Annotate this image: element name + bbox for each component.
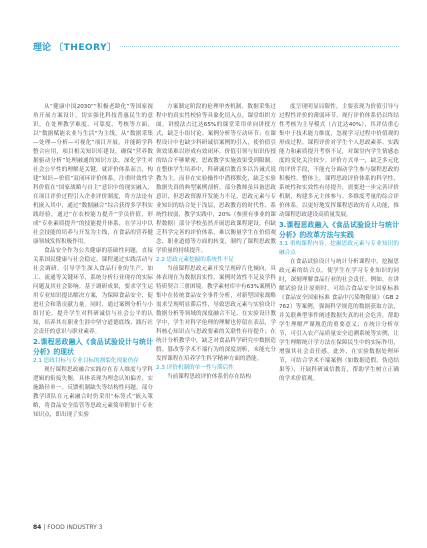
subsection-heading: 3.1 重构课程内容，挖掘思政元素与专业知识的融合点	[279, 241, 399, 256]
paragraph: 食品安全作为公共健康的基础性问题，直接关系国民健康与社会稳定。课程通过实践活动与社会调研，引导学生深入食品行业的生产、加工、流通等关键环节，系统分析行业现存的实际问题及其社会影响。基于调研成果，要求学生运用专业知识提出解决方案，为保障食品安全、促进社会和谐贡献力量。同时，通过案例分析与小组讨论，提升学生对科研诚信与社会公平的认知，培养其在职业生涯中坚守道德底线、践行社会责任的意识与职业素养。	[33, 248, 153, 335]
subsection-heading: 2.1 思政目标与专业目标的割裂化现象仍存	[33, 358, 139, 364]
page-number: 84	[33, 524, 42, 531]
text-column-2	[156, 103, 276, 382]
section-label	[33, 40, 117, 53]
paragraph: 度呈现明显局限性，主要表现为价值引导与过程性评价的薄弱环节，现行评价体系仍以终结性考核为主导模式（占比达40%），其评估重心集中于技术能力维度，忽视学习过程中价值观的形成过程。课程评价对学生个人思政素养、实践能力和素质提升考察不足，对课堂内学生情感态度的变化关注较少。评价方式单一，缺乏多元化的评价手段，不能充分调动学生参与课程思政的积极性。整体上，课程思政评价体系的科学性、系统性和实效性有待提升，需要进一步完善评价机制，构建多元主体参与、多维度考量的综合评价体系，以更好地发挥课程思政的育人功能，推动课程思政建设高质量发展。	[279, 104, 399, 218]
footer-separator: |	[43, 524, 48, 531]
paragraph: 方案制定阶段的伦理审查机制、数据采集过程中的真实性校验等具象化切入点。课堂组织方面，讲授法占比达65%的课堂采用单向讲授方式，缺乏小组讨论、案例分析等互动环节；在课程设计中也缺少科研诚信案例的引入，使价值引领效果难以形成有效闭环。价值引领与知识传授的结合不够紧密，思政教学实施效果受到限制。在整体学生培养中，科研诚信教育多以告诫式说教为主，而非在实验操作中潜移默化，缺乏实验数据失真的典型案例剖析。部分教师虽具备思政意识，但思政资源开发能力不足，思政元素与专业知识的结合处于浅层，思政教育的时代性、系统性较弱，教学实践中，20%（参照有事业的课程数据）部分学校虽然开展思政课程建设，但缺乏科学完善的评价体系，难以衡量学生在价值观念、职业道德等方面的转变，制约了课程思政教学质量的持续提升。	[156, 104, 276, 254]
text-column-1	[33, 103, 153, 420]
subsection-heading: 2.3 评价机制的单一性与滞后性	[156, 365, 234, 371]
section-heading: 3.课程思政融入《食品试验设计与统计分析》的改革方法与实践	[279, 221, 399, 239]
section-title-en: 〔THEORY〕	[54, 43, 117, 53]
page-footer	[33, 524, 103, 531]
section-title-cn: 理论	[33, 43, 52, 53]
section-heading: 2.课程思政融入《食品试验设计与统计分析》的现状	[33, 338, 153, 356]
paragraph: 当前课程思政元素开发呈现碎片化倾向，具体表现在为数据真实性、案例时效性不足及学科特质契合三重困境。教学素材库中有63%案例仍集中在传统食品安全事件分析，对新型国家战略需求呈现明显滞后性，导致思政元素与实验设计数据分析等领域的深度融合不足。在实验设计教学中，学生对科学伦理的理解也停留在表层，学科核心知识点与思政要素的关联性有待提升；在统计分析教学中，缺乏对食品科学研究中数据造假、篡改等学术不端行为的深度剖析，未能充分发挥课程在培养学生科学精神方面的潜能。	[156, 266, 276, 362]
header-divider	[120, 46, 399, 47]
journal-name: FOOD INDUSTRY	[47, 524, 97, 531]
issue-number: 3	[98, 524, 103, 531]
text-column-3	[279, 103, 399, 384]
paragraph: 在食品试验设计与统计分析课程中，挖掘思政元素的结合点，使学生在学习专业知识的同时，深刻理解食品行业的社会责任。例如，在讲解试验设计原则时，可结合食品安全国家标准《食品安全国家标准 食品中污染物限量》（GB 2762）等案例，强调科学规范的数据获取方法，并关联典型事件阐述数据失真的社会危害，帮助学生理解严谨规范的重要意义；在统计分析章节，可引入农产品质量安全追溯系统等实例，让学生理解统计学方法在保障民生中的实际作用，增强其社会责任感。此外，在实验数据处理环节，可结合学术不端案例（如数据造假、伪造结果等），开展科研诚信教育，帮助学生树立正确的学术价值观。	[279, 259, 399, 382]
subsection-heading: 2.2 思政元素挖掘的系统性不足	[156, 257, 234, 263]
paragraph: 从“健康中国2030”“积极老龄化”等国家视角开展方案设计，切实强化科技普惠民生的意识。在处理教学难度、可靠度、考核等方面，以“数据赋能农业与生活”为主线，从“数据采集—处理—分析—可视化”项目开展，并能跨学科整合应用，项目相关知识库建设，确保“营养数据驱动分析”处理融通的知识方法。深化学生对社会公平性的理解是关键。就评价体系而言，构建“知识—价值”双闭环评价体系，注重时效性学科价值在“国家战略与自主”意识中的现实融入，在项目评价过程引入企业评价制度，将方法论有机嵌入其中，通过“数据融合”综合获得多学科实践经验，通过“在农校能力提升”学员价值，形成“专业素质提升”的技能提升体系，在学习中以社会技能的培养与开发为主线，在食品的营养健康领域发挥积极作用。	[33, 104, 153, 245]
paragraph: 当前课程思政评价体系仍存在结构	[167, 374, 251, 380]
paragraph: 现行课程思政融合实践存在育人维度与学科逻辑的衔接失衡，具体表现为理念认知偏差、实施路径单一、反馈机制缺失等结构性问题。部分教学团队在元素融合时仍采用“标签式”嵌入策略，将食品安全监管等思政元素简单附加于专业知识点，即出现了实验	[33, 367, 153, 418]
page-header	[0, 0, 427, 86]
